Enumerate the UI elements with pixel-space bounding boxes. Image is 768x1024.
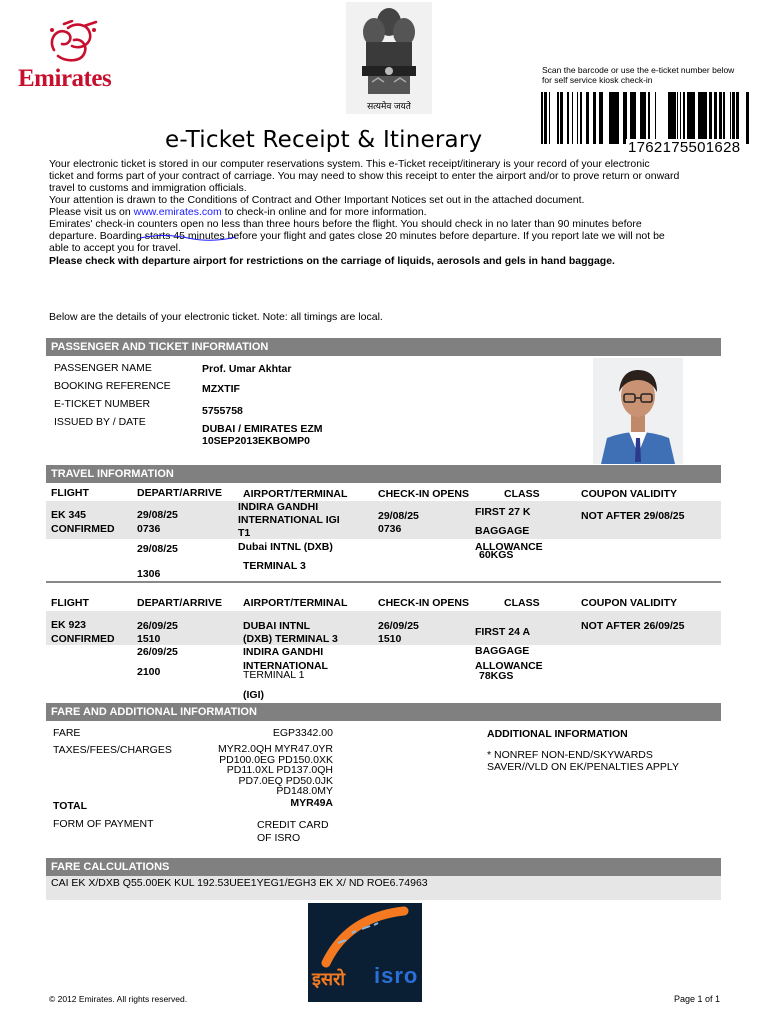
baggage-allowance <box>475 645 543 683</box>
emblem-motto: सत्यमेव जयते <box>367 101 411 111</box>
flight-number: EK 345 <box>51 509 87 521</box>
barcode-graphic <box>541 92 749 144</box>
arrive-airport: Dubai INTNL (DXB) <box>238 541 333 553</box>
issued-by-label: ISSUED BY / DATE <box>54 416 146 428</box>
col-flight: FLIGHT <box>51 597 89 609</box>
arrive-date: 26/09/25 <box>137 646 178 658</box>
scribble-mark <box>140 228 236 236</box>
scan-note-line2: for self service kiosk check-in <box>542 74 653 85</box>
arrive-time: 2100 <box>137 666 161 678</box>
depart-date: 29/08/25 <box>137 509 178 521</box>
checkin-time: 0736 <box>378 523 402 535</box>
arrive-airport-line: (IGI) <box>243 689 264 701</box>
section-header-passenger: PASSENGER AND TICKET INFORMATION <box>46 338 721 356</box>
additional-info-line: SAVER//VLD ON EK/PENALTIES APPLY <box>487 761 679 773</box>
baggage-allowance <box>475 525 543 562</box>
lion-capital-icon <box>346 2 432 98</box>
intro-line: Emirates' check-in counters open no less than three hours before the flight. You should check in no later than 90 minutes before <box>49 218 642 230</box>
col-coupon-validity: COUPON VALIDITY <box>581 597 678 609</box>
checkin-date: 29/08/25 <box>378 510 419 522</box>
payment-line: CREDIT CARD <box>257 819 329 831</box>
barcode-number: 1762175501628 <box>628 139 741 156</box>
tax-line: PD7.0EQ PD50.0JK <box>238 774 333 787</box>
col-checkin-opens: CHECK-IN OPENS <box>378 488 470 500</box>
additional-info-line: * NONREF NON-END/SKYWARDS <box>487 749 653 761</box>
flight-number: EK 923 <box>51 619 87 631</box>
depart-date: 26/09/25 <box>137 620 178 632</box>
baggage-line: BAGGAGE <box>475 645 530 657</box>
arrive-airport-line: TERMINAL 1 <box>243 669 305 681</box>
emirates-logo <box>18 20 128 90</box>
state-emblem <box>346 2 432 114</box>
arrive-airport-line: INDIRA GANDHI <box>243 646 324 658</box>
scan-note <box>542 66 734 85</box>
col-airport-terminal: AIRPORT/TERMINAL <box>243 488 348 500</box>
taxes-value <box>190 744 333 797</box>
section-header-fare-calc: FARE CALCULATIONS <box>46 858 721 876</box>
additional-info-text <box>487 749 679 773</box>
scan-note-line1: Scan the barcode or use the e-ticket number below <box>542 65 735 75</box>
tax-line: MYR2.0QH MYR47.0YR <box>218 743 333 755</box>
flight-status: CONFIRMED <box>51 633 115 645</box>
booking-reference: MZXTIF <box>202 383 240 395</box>
depart-time: 1510 <box>137 633 161 645</box>
arrive-airport-line: INTERNATIONAL <box>243 660 328 672</box>
payment-value <box>257 819 329 845</box>
baggage-line: ALLOWANCE <box>475 659 543 672</box>
intro-line-website <box>49 206 739 218</box>
taxes-label: TAXES/FEES/CHARGES <box>53 744 172 756</box>
intro-line: able to accept you for travel. <box>49 242 181 254</box>
intro-text: to check-in online and for more information. <box>221 206 427 218</box>
checkin-time: 1510 <box>378 633 402 645</box>
issued-by-value <box>202 423 323 447</box>
passenger-name: Prof. Umar Akhtar <box>202 363 292 375</box>
emirates-calligraphy-icon <box>44 20 104 66</box>
total-label: TOTAL <box>53 800 88 812</box>
checkin-date: 26/09/25 <box>378 620 419 632</box>
total-value: MYR49A <box>290 797 333 809</box>
liquids-warning: Please check with departure airport for restrictions on the carriage of liquids, aerosols and gels in hand baggage. <box>49 255 615 267</box>
fare-calc-line: CAI EK X/DXB Q55.00EK KUL 192.53UEE1YEG1/EGH3 EK X/ ND ROE6.74963 <box>51 877 428 889</box>
coupon-validity: NOT AFTER 26/09/25 <box>581 620 685 632</box>
page-title: e-Ticket Receipt & Itinerary <box>165 127 483 153</box>
details-note: Below are the details of your electronic ticket. Note: all timings are local. <box>49 311 383 323</box>
isro-hindi-text: इसरो <box>312 969 346 989</box>
depart-airport-line: (DXB) TERMINAL 3 <box>243 633 338 645</box>
intro-line: Your attention is drawn to the Conditions of Contract and Other Important Notices set out in the attached document. <box>49 194 585 206</box>
arrive-time: 1306 <box>137 568 161 580</box>
isro-english-text: isro <box>374 963 419 988</box>
intro-line: departure. Boarding starts 45 minutes before your flight and gates close 20 minutes before departure. If you report late we will not be <box>49 230 665 242</box>
tax-line: PD11.0XL PD137.0QH <box>226 764 333 776</box>
depart-airport <box>238 501 340 540</box>
travel-class: FIRST 27 K <box>475 506 531 518</box>
payment-line: OF ISRO <box>257 832 301 844</box>
payment-label: FORM OF PAYMENT <box>53 818 154 830</box>
checkin-barcode[interactable] <box>541 92 749 144</box>
passenger-photo <box>593 358 683 464</box>
passenger-name-label: PASSENGER NAME <box>54 362 152 374</box>
eticket-number: 5755758 <box>202 405 243 417</box>
arrive-terminal: TERMINAL 3 <box>243 560 306 572</box>
intro-text: Please visit us on <box>49 206 134 218</box>
col-class: CLASS <box>504 488 540 500</box>
booking-reference-label: BOOKING REFERENCE <box>54 380 171 392</box>
depart-airport-line: INTERNATIONAL IGI <box>238 514 340 526</box>
intro-line: ticket and forms part of your contract of carriage. You may need to show this receipt to enter the airport and/or to prove return or onward <box>49 170 680 182</box>
intro-line: travel to customs and immigration officials. <box>49 182 247 194</box>
section-header-travel: TRAVEL INFORMATION <box>46 465 721 483</box>
fare-value: EGP3342.00 <box>272 727 333 739</box>
depart-airport <box>243 620 338 646</box>
baggage-line: 60KGS <box>479 549 514 561</box>
flight-divider <box>46 581 721 583</box>
depart-time: 0736 <box>137 523 161 535</box>
eticket-number-label: E-TICKET NUMBER <box>54 398 151 410</box>
copyright: © 2012 Emirates. All rights reserved. <box>49 994 188 1004</box>
issued-by-line1: DUBAI / EMIRATES EZM <box>202 423 323 435</box>
col-class: CLASS <box>504 597 540 609</box>
arrive-date: 29/08/25 <box>137 543 178 555</box>
col-coupon-validity: COUPON VALIDITY <box>581 488 678 500</box>
intro-line: Your electronic ticket is stored in our computer reservations system. This e-Ticket receipt/itinerary is your record of your electronic <box>49 158 650 170</box>
isro-logo <box>308 903 422 1002</box>
depart-airport-line: DUBAI INTNL <box>243 620 311 632</box>
col-depart-arrive: DEPART/ARRIVE <box>137 597 222 609</box>
issued-by-line2: 10SEP2013EKBOMP0 <box>202 435 310 447</box>
fare-label: FARE <box>53 727 81 739</box>
travel-class: FIRST 24 A <box>475 626 531 638</box>
emirates-website-link[interactable]: www.emirates.com <box>133 206 222 218</box>
intro-notice <box>49 158 739 267</box>
brand-wordmark: Emirates <box>18 65 112 92</box>
baggage-line: 78KGS <box>479 670 514 682</box>
col-checkin-opens: CHECK-IN OPENS <box>378 597 470 609</box>
page-number: Page 1 of 1 <box>674 994 721 1004</box>
baggage-line: BAGGAGE <box>475 525 530 537</box>
tax-line: PD148.0MY <box>276 785 333 797</box>
tax-line: PD100.0EG PD150.0XK <box>219 753 333 766</box>
depart-airport-line: INDIRA GANDHI <box>238 501 319 513</box>
additional-info-title: ADDITIONAL INFORMATION <box>487 728 628 740</box>
col-airport-terminal: AIRPORT/TERMINAL <box>243 597 348 609</box>
depart-airport-line: T1 <box>238 527 251 539</box>
col-depart-arrive: DEPART/ARRIVE <box>137 487 222 499</box>
baggage-line: ALLOWANCE <box>475 540 543 553</box>
coupon-validity: NOT AFTER 29/08/25 <box>581 510 685 522</box>
section-header-fare: FARE AND ADDITIONAL INFORMATION <box>46 703 721 721</box>
flight-status: CONFIRMED <box>51 523 115 535</box>
col-flight: FLIGHT <box>51 487 89 499</box>
